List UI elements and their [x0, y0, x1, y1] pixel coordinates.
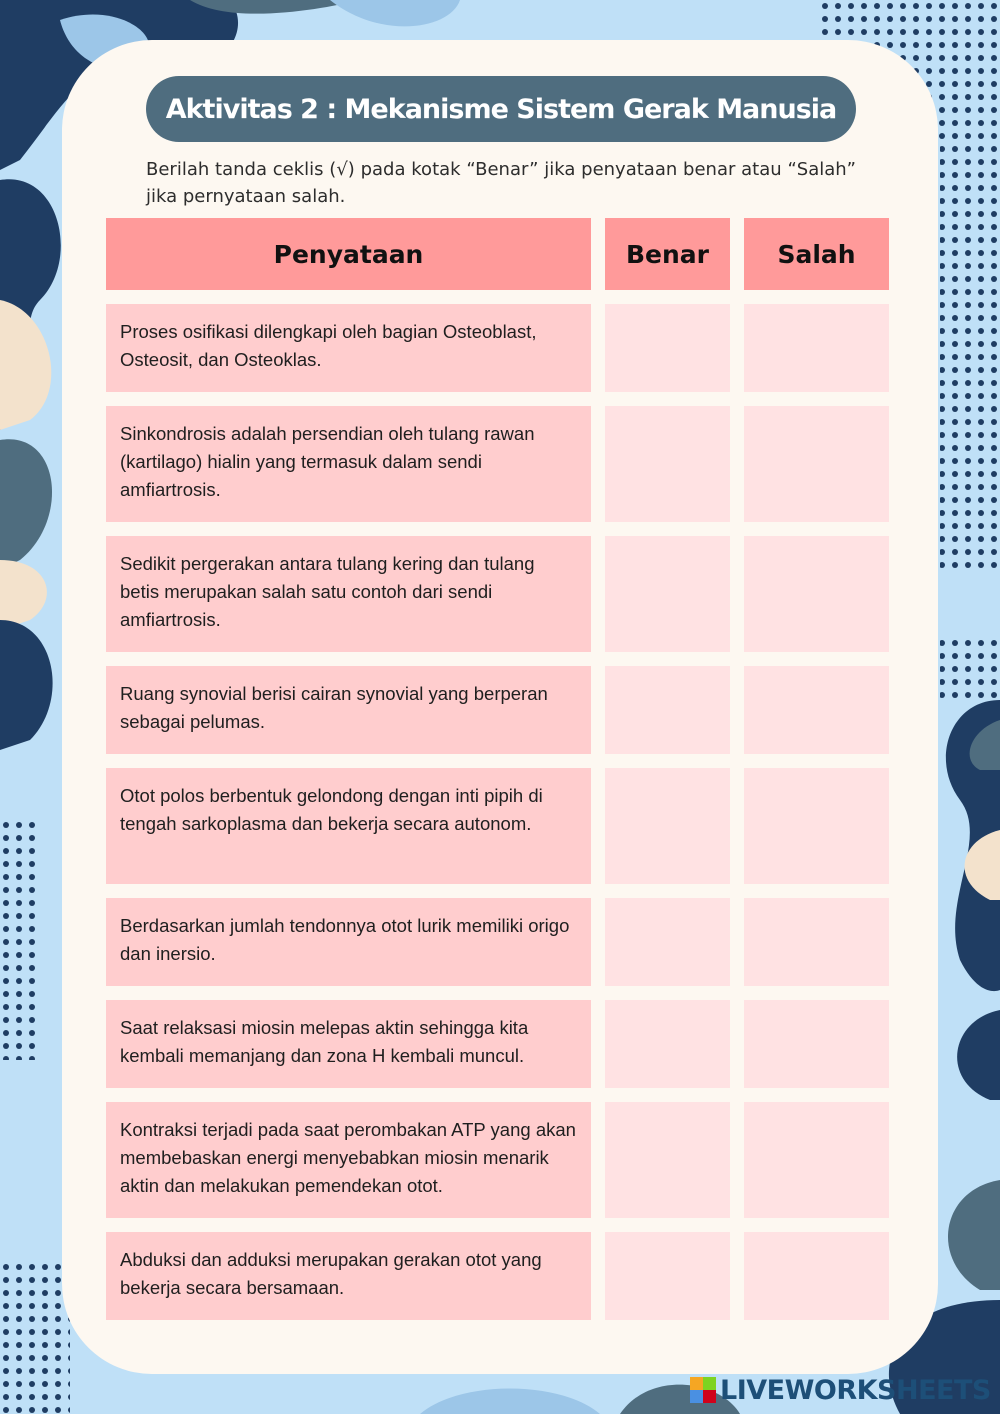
true-answer-box-6[interactable] — [605, 898, 730, 986]
statement-row-3: Sedikit pergerakan antara tulang kering dan tulang betis merupakan salah satu contoh dari sendi amfiartrosis. — [106, 536, 591, 652]
false-answer-box-1[interactable] — [744, 304, 889, 392]
true-answer-box-3[interactable] — [605, 536, 730, 652]
true-answer-box-9[interactable] — [605, 1232, 730, 1320]
false-answer-box-5[interactable] — [744, 768, 889, 884]
statement-row-1: Proses osifikasi dilengkapi oleh bagian Osteoblast, Osteosit, dan Osteoklas. — [106, 304, 591, 392]
statement-row-7: Saat relaksasi miosin melepas aktin sehingga kita kembali memanjang dan zona H kembali muncul. — [106, 1000, 591, 1088]
statement-row-5: Otot polos berbentuk gelondong dengan inti pipih di tengah sarkoplasma dan bekerja secara autonom. — [106, 768, 591, 884]
header-false: Salah — [744, 218, 889, 290]
brand-text: LIVEWORKSHEETS — [720, 1374, 991, 1406]
true-answer-box-8[interactable] — [605, 1102, 730, 1218]
false-answer-box-9[interactable] — [744, 1232, 889, 1320]
page-title: Aktivitas 2 : Mekanisme Sistem Gerak Manusia — [146, 76, 856, 142]
liveworksheets-logo-icon — [690, 1377, 716, 1403]
brand-footer — [690, 1374, 991, 1406]
statement-row-2: Sinkondrosis adalah persendian oleh tulang rawan (kartilago) hialin yang termasuk dalam sendi amfiartrosis. — [106, 406, 591, 522]
true-answer-box-2[interactable] — [605, 406, 730, 522]
false-answer-box-4[interactable] — [744, 666, 889, 754]
statement-row-8: Kontraksi terjadi pada saat perombakan ATP yang akan membebaskan energi menyebabkan miosin menarik aktin dan melakukan pemendekan otot. — [106, 1102, 591, 1218]
instruction-text: Berilah tanda ceklis (√) pada kotak “Benar” jika penyataan benar atau “Salah” jika pernyataan salah. — [146, 159, 856, 207]
header-statement: Penyataan — [106, 218, 591, 290]
true-answer-box-5[interactable] — [605, 768, 730, 884]
header-true: Benar — [605, 218, 730, 290]
statement-row-9: Abduksi dan adduksi merupakan gerakan otot yang bekerja secara bersamaan. — [106, 1232, 591, 1320]
statement-row-4: Ruang synovial berisi cairan synovial yang berperan sebagai pelumas. — [106, 666, 591, 754]
true-answer-box-7[interactable] — [605, 1000, 730, 1088]
false-answer-box-3[interactable] — [744, 536, 889, 652]
false-answer-box-8[interactable] — [744, 1102, 889, 1218]
false-answer-box-7[interactable] — [744, 1000, 889, 1088]
false-answer-box-6[interactable] — [744, 898, 889, 986]
false-answer-box-2[interactable] — [744, 406, 889, 522]
true-answer-box-4[interactable] — [605, 666, 730, 754]
true-answer-box-1[interactable] — [605, 304, 730, 392]
statement-row-6: Berdasarkan jumlah tendonnya otot lurik memiliki origo dan inersio. — [106, 898, 591, 986]
